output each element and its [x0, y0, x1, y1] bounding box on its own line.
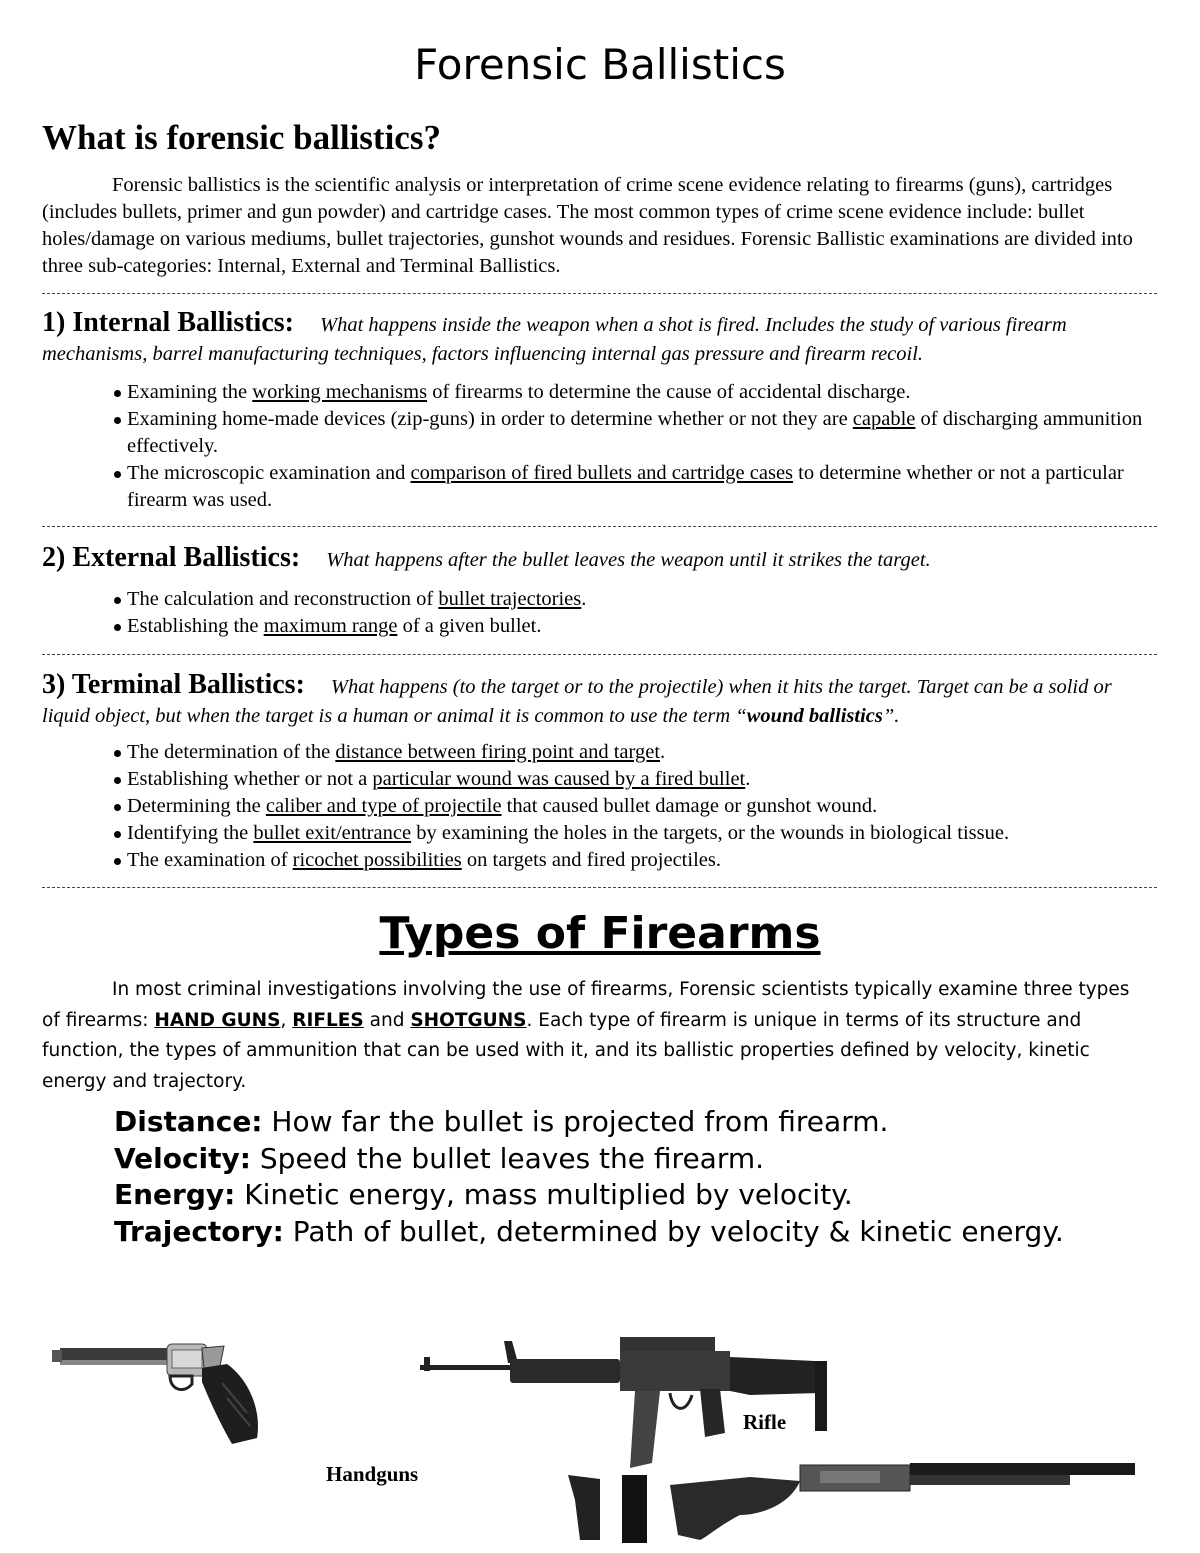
keyword-handguns: HAND GUNS	[154, 1009, 281, 1031]
intro-paragraph	[42, 172, 1160, 280]
section-terminal	[42, 670, 1162, 731]
list-item: The examination of ricochet possibilities on targets and fired projectiles.	[112, 847, 1162, 874]
keyword-rifles: RIFLES	[292, 1009, 364, 1031]
section-divider	[42, 526, 1157, 527]
list-item: The microscopic examination and comparison of fired bullets and cartridge cases to determine whether or not a particular firearm was used.	[112, 460, 1162, 514]
bullet-list	[112, 586, 1162, 640]
definition-item: Distance: How far the bullet is projected from firearm.	[114, 1105, 889, 1138]
types-heading: Types of Firearms	[379, 908, 821, 959]
list-item: Establishing the maximum range of a given bullet.	[112, 613, 1162, 640]
section-heading: 1) Internal Ballistics:	[42, 307, 294, 338]
list-item: Examining the working mechanisms of firearms to determine the cause of accidental discharge.	[112, 379, 1162, 406]
list-item: Examining home-made devices (zip-guns) in order to determine whether or not they are capable of discharging ammunition effectively.	[112, 406, 1162, 460]
list-item: The determination of the distance between firing point and target.	[112, 739, 1162, 766]
list-item: Determining the caliber and type of projectile that caused bullet damage or gunshot wound.	[112, 793, 1162, 820]
revolver-image	[52, 1338, 267, 1450]
section-divider	[42, 887, 1157, 888]
section-heading: 3) Terminal Ballistics:	[42, 669, 305, 700]
intro-heading: What is forensic ballistics?	[42, 118, 441, 157]
bullet-list	[112, 739, 1162, 874]
keyword-shotguns: SHOTGUNS	[410, 1009, 527, 1031]
list-item: The calculation and reconstruction of bullet trajectories.	[112, 586, 1162, 613]
types-paragraph: In most criminal investigations involving the use of firearms, Forensic scientists typically examine three types of firearms: HAND GUNS, RIFLES and SHOTGUNS. Each type of firearm is unique in terms of its structure and function, the types of ammunition that can be used with it, and its ballistic properties defined by velocity, kinetic energy and trajectory.	[42, 979, 1130, 1092]
definition-item: Trajectory: Path of bullet, determined by velocity & kinetic energy.	[114, 1214, 1064, 1248]
section-description: What happens after the bullet leaves the weapon until it strikes the target.	[326, 549, 931, 571]
section-description: What happens inside the weapon when a shot is fired. Includes the study of various firearm mechanisms, barrel manufacturing techniques, factors influencing internal gas pressure and firearm recoil.	[42, 314, 1067, 365]
list-item: Identifying the bullet exit/entrance by examining the holes in the targets, or the wounds in biological tissue.	[112, 820, 1162, 847]
intro-paragraph-text: Forensic ballistics is the scientific analysis or interpretation of crime scene evidence relating to firearms (guns), cartridges (includes bullets, primer and gun powder) and cartridge cases. The most common types of crime scene evidence include: bullet holes/damage on various mediums, bullet trajectories, gunshot wounds and residues. Forensic Ballistic examinations are divided into three sub-categories: Internal, External and Terminal Ballistics.	[42, 174, 1133, 277]
section-heading: 2) External Ballistics:	[42, 542, 301, 573]
section-external	[42, 543, 1162, 575]
definition-item: Velocity: Speed the bullet leaves the firearm.	[114, 1141, 765, 1175]
list-item: Establishing whether or not a particular wound was caused by a fired bullet.	[112, 766, 1162, 793]
handguns-caption: Handguns	[326, 1462, 419, 1486]
document-title: Forensic Ballistics	[414, 40, 786, 89]
definition-item: Energy: Kinetic energy, mass multiplied by velocity.	[114, 1178, 853, 1211]
section-internal	[42, 308, 1162, 369]
section-description: What happens (to the target or to the projectile) when it hits the target. Target can be a solid or liquid object, but when the target is a human or animal it is common to use the term “wound ballistics”.	[42, 676, 1112, 727]
section-divider	[42, 293, 1157, 294]
shotgun-image	[560, 1455, 1140, 1545]
rifle-caption: Rifle	[743, 1410, 787, 1434]
section-divider	[42, 654, 1157, 655]
definitions	[42, 1104, 1162, 1250]
bullet-list	[112, 379, 1162, 514]
